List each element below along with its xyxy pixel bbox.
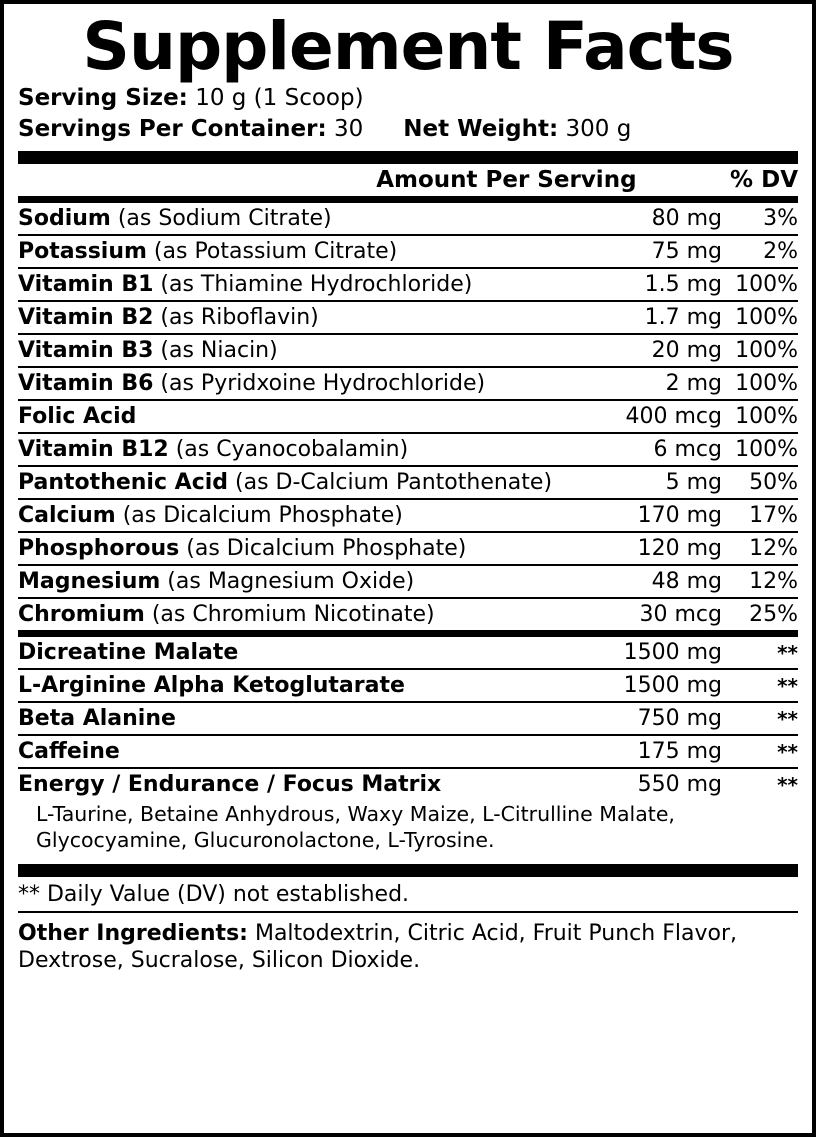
nutrient-desc: (as Cyanocobalamin) [175, 437, 409, 463]
nutrient-name-cell [18, 433, 592, 466]
header-amount: Amount Per Serving [376, 167, 637, 194]
nutrient-amount: 80 mg [592, 203, 722, 235]
nutrient-desc: (as Dicalcium Phosphate) [186, 536, 467, 562]
blend-dv: ** [777, 773, 798, 798]
table-row [18, 768, 798, 800]
nutrient-name: Pantothenic Acid [18, 470, 229, 496]
table-header-row [18, 164, 798, 196]
nutrient-name: Sodium [18, 206, 111, 232]
blend-name: L-Arginine Alpha Ketoglutarate [18, 673, 405, 699]
nutrient-dv: 2% [722, 235, 798, 268]
table-row [18, 235, 798, 268]
nutrient-name: Folic Acid [18, 404, 137, 430]
nutrient-name: Chromium [18, 602, 145, 628]
net-weight-label: Net Weight: [403, 116, 559, 143]
nutrient-amount: 75 mg [592, 235, 722, 268]
servings-per-container-label: Servings Per Container: [18, 116, 327, 143]
nutrient-desc: (as Pyridxoine Hydrochloride) [160, 371, 486, 397]
nutrient-name: Vitamin B2 [18, 305, 154, 331]
nutrient-name-cell [18, 235, 592, 268]
nutrient-name-cell [18, 466, 592, 499]
other-ingredients [18, 913, 798, 975]
nutrient-dv: 17% [722, 499, 798, 532]
blend-name-cell [18, 768, 592, 800]
table-row [18, 400, 798, 433]
other-ingredients-label: Other Ingredients: [18, 920, 248, 946]
blend-name: Caffeine [18, 739, 120, 765]
nutrient-desc: (as Magnesium Oxide) [167, 569, 415, 595]
blend-amount: 175 mg [592, 735, 722, 768]
nutrient-name-cell [18, 400, 592, 433]
nutrient-amount: 400 mcg [592, 400, 722, 433]
nutrient-desc: (as Dicalcium Phosphate) [122, 503, 403, 529]
dv-footnote: ** Daily Value (DV) not established. [18, 881, 410, 907]
nutrient-amount: 2 mg [592, 367, 722, 400]
nutrient-desc: (as Sodium Citrate) [117, 206, 332, 232]
blend-name: Energy / Endurance / Focus Matrix [18, 772, 442, 798]
nutrient-dv: 3% [722, 203, 798, 235]
nutrient-name: Phosphorous [18, 536, 180, 562]
nutrient-name: Vitamin B1 [18, 272, 154, 298]
serving-size-value: 10 g (1 Scoop) [195, 85, 364, 112]
header-dv: % DV [730, 167, 798, 194]
page-title: Supplement Facts [82, 8, 734, 85]
table-row [18, 301, 798, 334]
divider-thick-top [18, 151, 798, 164]
blend-name-cell [18, 637, 592, 669]
blend-amount: 750 mg [592, 702, 722, 735]
nutrient-name: Magnesium [18, 569, 161, 595]
nutrient-desc: (as Niacin) [160, 338, 278, 364]
nutrient-name: Calcium [18, 503, 116, 529]
nutrient-dv: 100% [722, 367, 798, 400]
blend-name: Dicreatine Malate [18, 640, 239, 666]
nutrient-amount: 170 mg [592, 499, 722, 532]
serving-size-label: Serving Size: [18, 85, 188, 112]
nutrient-dv: 100% [722, 301, 798, 334]
nutrient-rows-table [18, 203, 798, 630]
table-row [18, 702, 798, 735]
nutrient-name-cell [18, 334, 592, 367]
net-weight-value: 300 g [565, 116, 632, 143]
nutrients-table [18, 164, 798, 196]
table-row [18, 203, 798, 235]
divider-thick-bottom [18, 864, 798, 877]
blend-dv: ** [722, 637, 798, 669]
nutrient-dv: 100% [722, 400, 798, 433]
nutrient-desc: (as Chromium Nicotinate) [151, 602, 435, 628]
nutrient-name-cell [18, 598, 592, 630]
table-row [18, 532, 798, 565]
nutrient-dv: 12% [722, 532, 798, 565]
nutrient-amount: 5 mg [592, 466, 722, 499]
blend-name-cell [18, 735, 592, 768]
nutrient-dv: 12% [722, 565, 798, 598]
nutrients-table-body [18, 164, 798, 196]
blend-name-cell [18, 669, 592, 702]
nutrient-dv: 25% [749, 602, 798, 628]
table-row [18, 669, 798, 702]
blend-name-cell [18, 702, 592, 735]
table-row [18, 637, 798, 669]
blend-amount: 1500 mg [592, 637, 722, 669]
nutrient-dv: 50% [722, 466, 798, 499]
nutrient-name: Vitamin B12 [18, 437, 169, 463]
nutrient-name-cell [18, 268, 592, 301]
table-row [18, 499, 798, 532]
divider-med-blend [18, 630, 798, 637]
nutrient-rows-body [18, 203, 798, 630]
nutrient-amount: 48 mg [592, 565, 722, 598]
nutrient-name-cell [18, 565, 592, 598]
nutrient-desc: (as Thiamine Hydrochloride) [160, 272, 473, 298]
nutrient-dv: 100% [722, 433, 798, 466]
blend-name: Beta Alanine [18, 706, 176, 732]
table-row [18, 598, 798, 630]
blend-table-body [18, 637, 798, 800]
table-row [18, 565, 798, 598]
nutrient-name-cell [18, 203, 592, 235]
nutrient-desc: (as Riboflavin) [160, 305, 319, 331]
matrix-ingredients: L-Taurine, Betaine Anhydrous, Waxy Maize, L-Citrulline Malate, Glycocyamine, Glucuronolactone, L-Tyrosine. [36, 802, 675, 853]
serving-info [18, 83, 798, 145]
nutrient-amount: 1.5 mg [592, 268, 722, 301]
nutrient-name: Potassium [18, 239, 147, 265]
nutrient-desc: (as Potassium Citrate) [153, 239, 398, 265]
servings-per-container-value: 30 [334, 116, 364, 143]
divider-med-header [18, 196, 798, 203]
table-row [18, 268, 798, 301]
serving-size-row [18, 83, 798, 114]
nutrient-amount: 120 mg [592, 532, 722, 565]
nutrient-dv: 100% [722, 334, 798, 367]
blend-table [18, 637, 798, 800]
nutrient-name-cell [18, 499, 592, 532]
nutrient-amount: 6 mcg [592, 433, 722, 466]
nutrient-dv: 100% [722, 268, 798, 301]
table-row [18, 367, 798, 400]
table-row [18, 334, 798, 367]
blend-dv: ** [722, 669, 798, 702]
table-row [18, 735, 798, 768]
table-row [18, 433, 798, 466]
nutrient-name: Vitamin B3 [18, 338, 154, 364]
other-ingredients-value: Maltodextrin, Citric Acid, Fruit Punch Flavor, Dextrose, Sucralose, Silicon Dioxide. [18, 920, 737, 974]
blend-amount: 1500 mg [592, 669, 722, 702]
nutrient-name-cell [18, 301, 592, 334]
blend-dv: ** [722, 735, 798, 768]
blend-amount: 550 mg [637, 772, 722, 798]
servings-per-container-row [18, 114, 798, 145]
nutrient-amount: 20 mg [592, 334, 722, 367]
nutrient-desc: (as D-Calcium Pantothenate) [235, 470, 553, 496]
nutrient-name-cell [18, 532, 592, 565]
table-row [18, 466, 798, 499]
nutrient-name: Vitamin B6 [18, 371, 154, 397]
nutrient-amount: 1.7 mg [592, 301, 722, 334]
nutrient-name-cell [18, 367, 592, 400]
blend-dv: ** [722, 702, 798, 735]
nutrient-amount: 30 mcg [639, 602, 722, 628]
